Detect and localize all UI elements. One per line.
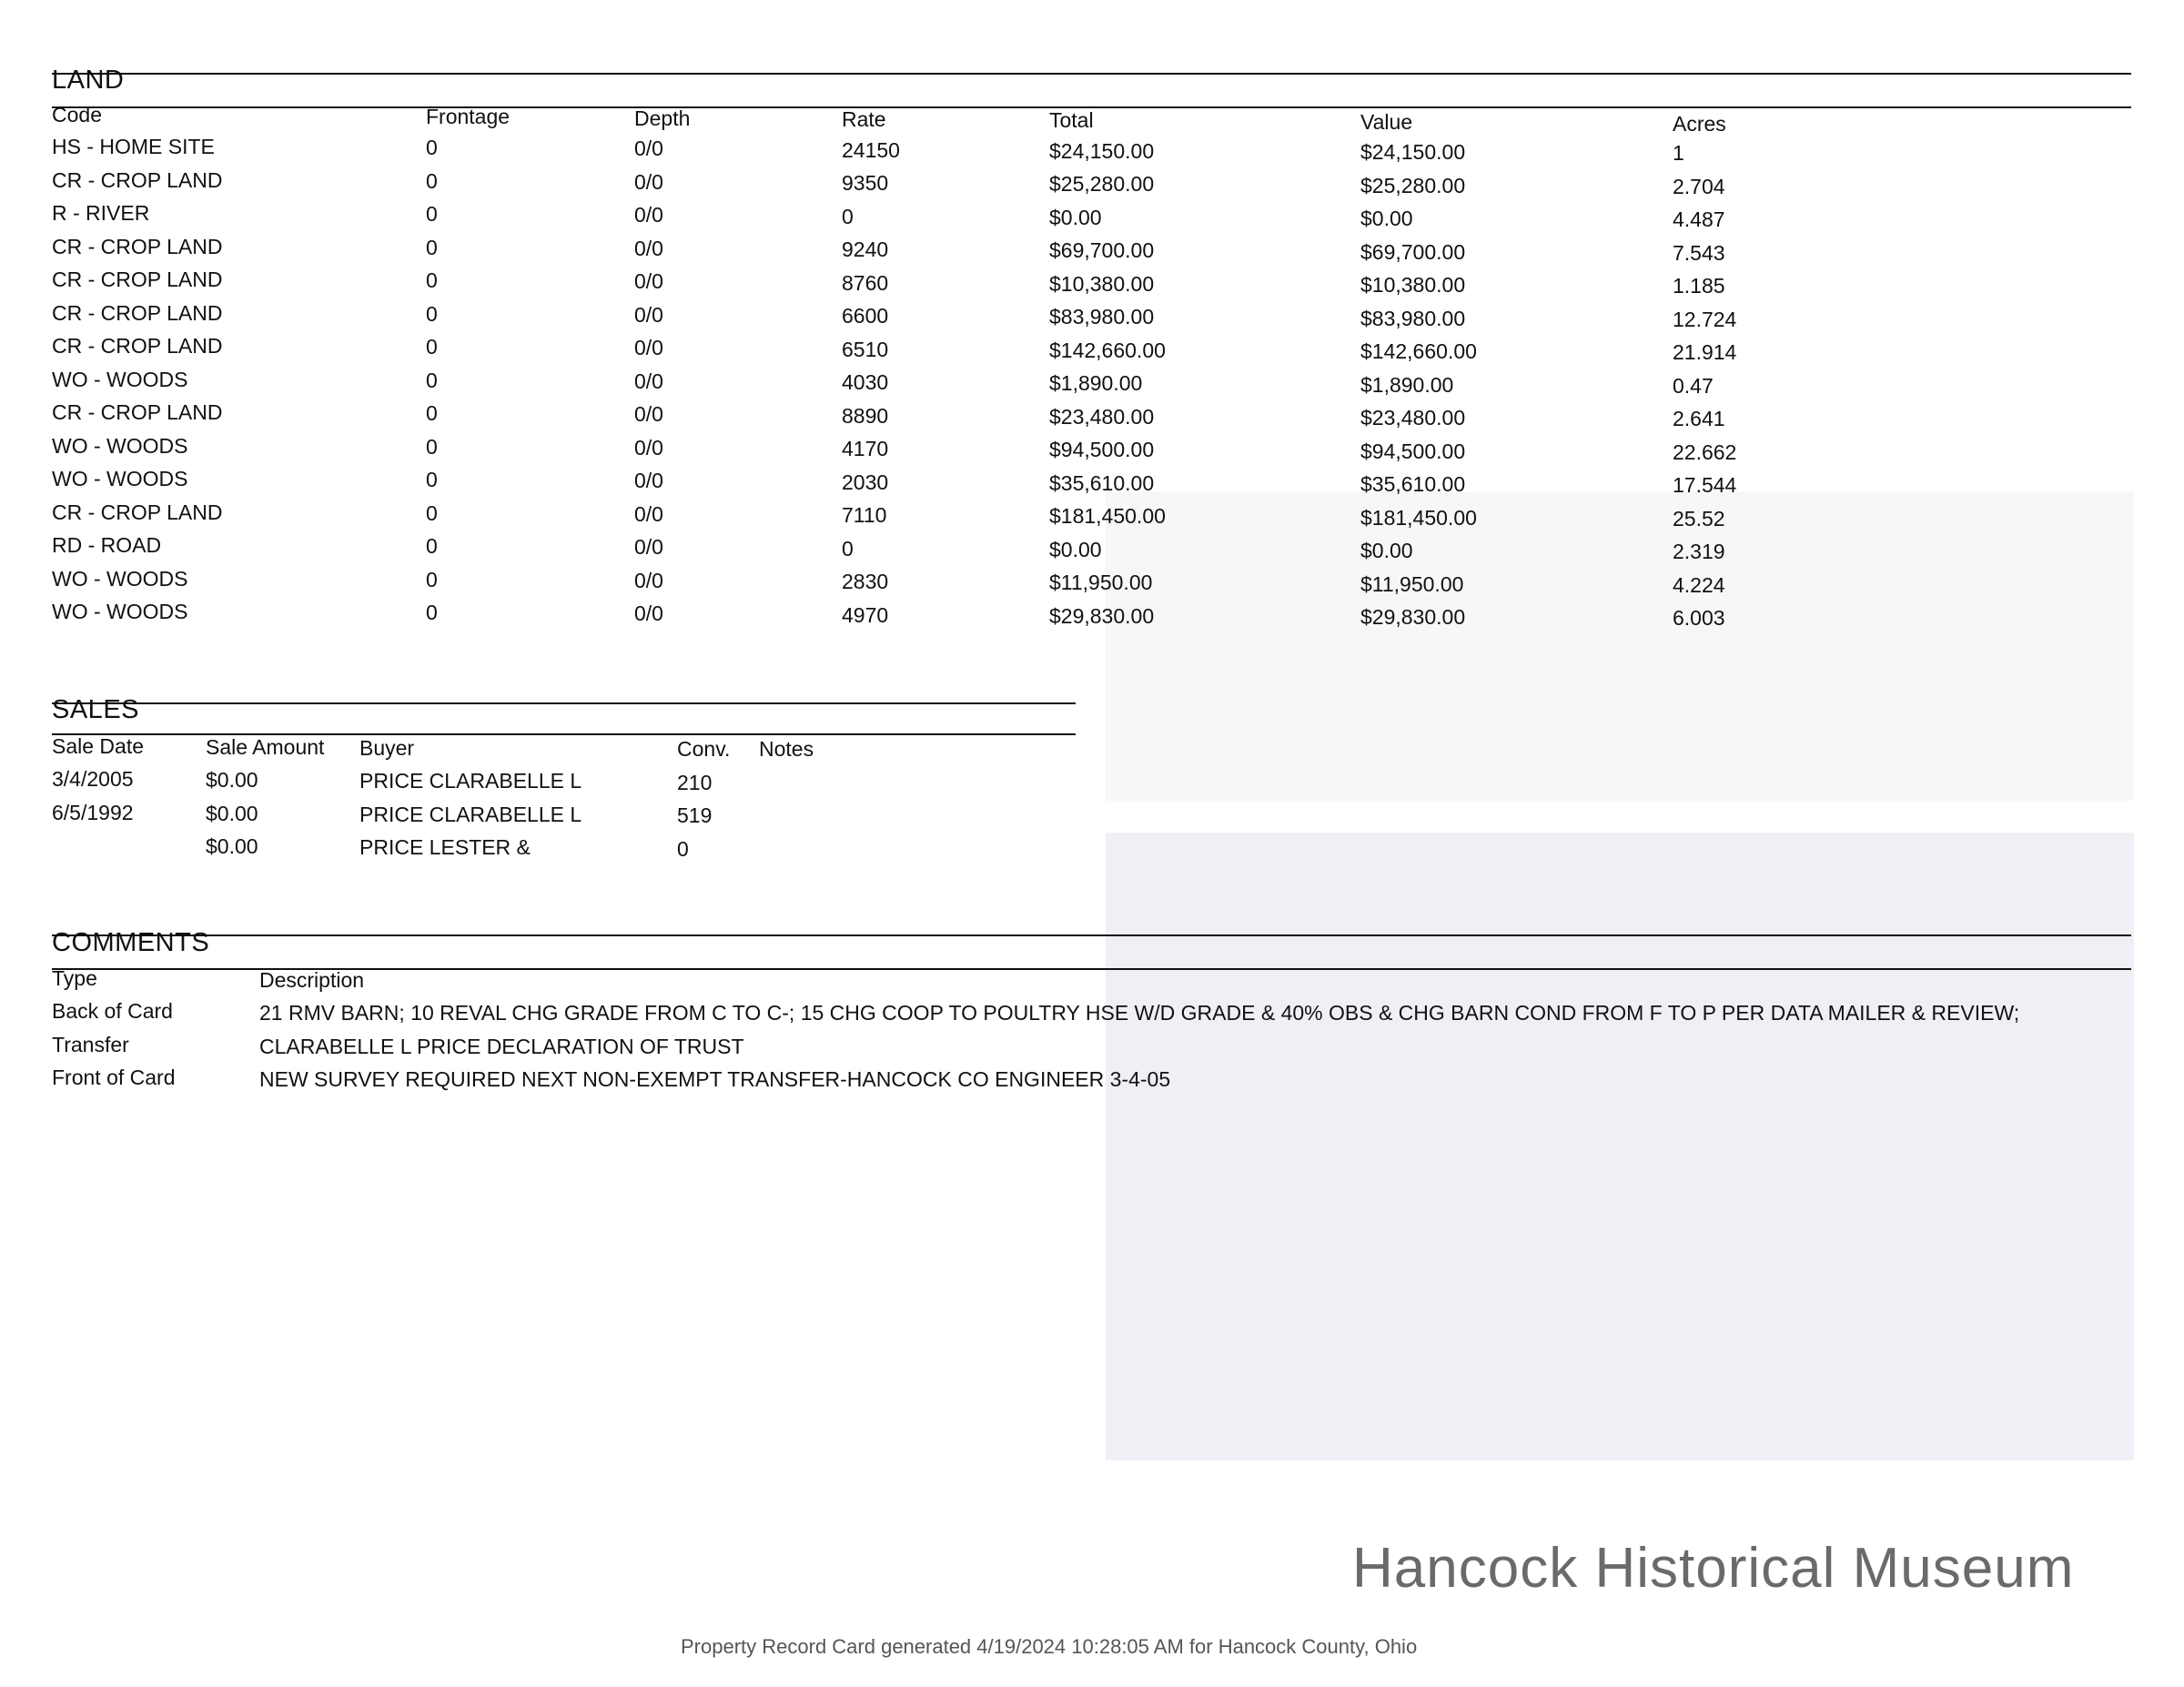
land-cell-acres: 21.914 — [1673, 340, 1737, 365]
land-cell-acres: 17.544 — [1673, 473, 1737, 498]
land-cell-frontage: 0 — [426, 601, 438, 625]
land-cell-code: WO - WOODS — [52, 367, 188, 391]
land-cell-acres: 2.704 — [1673, 174, 1725, 198]
land-cell-rate: 7110 — [842, 503, 887, 528]
sales-header-buyer: Buyer — [359, 736, 415, 760]
land-cell-total: $0.00 — [1049, 537, 1102, 561]
land-cell-code: CR - CROP LAND — [52, 300, 223, 325]
land-cell-acres: 1 — [1673, 141, 1684, 166]
land-header-depth: Depth — [634, 106, 691, 130]
land-cell-acres: 12.724 — [1673, 307, 1737, 331]
land-cell-depth: 0/0 — [634, 601, 663, 626]
land-cell-acres: 4.224 — [1673, 572, 1725, 597]
comment-cell-description: 21 RMV BARN; 10 REVAL CHG GRADE FROM C TO C-; 15 CHG COOP TO POULTRY HSE W/D GRADE & 40% OBS & CHG BARN COND FROM F TO P PER DATA MAILER & REVIEW; — [259, 1001, 2020, 1025]
comments-section-title: COMMENTS — [52, 928, 210, 957]
land-section-title: LAND — [52, 66, 125, 95]
comments-header-description: Description — [259, 968, 365, 992]
land-cell-value: $11,950.00 — [1360, 571, 1464, 596]
land-cell-depth: 0/0 — [634, 469, 663, 493]
land-cell-rate: 4170 — [842, 437, 889, 461]
land-cell-depth: 0/0 — [634, 136, 663, 161]
land-cell-value: $69,700.00 — [1360, 239, 1466, 264]
land-cell-total: $1,890.00 — [1049, 371, 1143, 396]
sales-cell-date: 3/4/2005 — [52, 767, 134, 791]
land-cell-frontage: 0 — [426, 301, 438, 326]
land-cell-total: $69,700.00 — [1049, 238, 1155, 263]
land-cell-code: CR - CROP LAND — [52, 400, 223, 424]
land-cell-acres: 1.185 — [1673, 274, 1725, 298]
land-cell-acres: 2.319 — [1673, 540, 1725, 564]
land-cell-depth: 0/0 — [634, 302, 663, 327]
land-cell-depth: 0/0 — [634, 269, 663, 294]
land-cell-rate: 0 — [842, 536, 854, 561]
land-cell-code: RD - ROAD — [52, 533, 162, 557]
sales-header-date: Sale Date — [52, 734, 145, 758]
land-header-frontage: Frontage — [426, 105, 511, 128]
land-cell-frontage: 0 — [426, 235, 438, 259]
land-header-value: Value — [1360, 110, 1413, 134]
land-cell-rate: 4030 — [842, 370, 889, 395]
land-cell-code: CR - CROP LAND — [52, 268, 223, 291]
land-cell-code: WO - WOODS — [52, 467, 188, 490]
land-cell-code: WO - WOODS — [52, 566, 188, 591]
land-cell-rate: 4970 — [842, 602, 889, 627]
land-cell-depth: 0/0 — [634, 369, 663, 393]
land-cell-frontage: 0 — [426, 401, 438, 426]
land-cell-depth: 0/0 — [634, 568, 663, 592]
land-cell-frontage: 0 — [426, 136, 438, 160]
land-cell-value: $1,890.00 — [1360, 372, 1454, 397]
sales-header-amount: Sale Amount — [206, 735, 325, 759]
land-cell-depth: 0/0 — [634, 336, 663, 360]
land-cell-depth: 0/0 — [634, 236, 663, 260]
land-cell-frontage: 0 — [426, 335, 438, 359]
sales-cell-buyer: PRICE CLARABELLE L — [359, 769, 582, 793]
land-cell-code: CR - CROP LAND — [52, 167, 223, 192]
land-cell-depth: 0/0 — [634, 402, 663, 427]
bleed-through-panel — [1106, 833, 2134, 1460]
sales-cell-amount: $0.00 — [206, 768, 258, 793]
land-cell-acres: 7.543 — [1673, 240, 1725, 265]
land-cell-total: $0.00 — [1049, 205, 1102, 229]
land-cell-value: $29,830.00 — [1360, 605, 1466, 629]
land-cell-depth: 0/0 — [634, 435, 663, 460]
comment-cell-description: NEW SURVEY REQUIRED NEXT NON-EXEMPT TRANSFER-HANCOCK CO ENGINEER 3-4-05 — [259, 1067, 1171, 1091]
land-cell-total: $11,950.00 — [1049, 571, 1153, 595]
comments-top-rule — [52, 934, 2131, 936]
land-cell-total: $181,450.00 — [1049, 504, 1166, 529]
sales-cell-buyer: PRICE LESTER & — [359, 835, 531, 860]
land-cell-frontage: 0 — [426, 500, 438, 525]
land-cell-acres: 22.662 — [1673, 439, 1737, 464]
sales-cell-conv: 0 — [677, 836, 689, 861]
comment-cell-description: CLARABELLE L PRICE DECLARATION OF TRUST — [259, 1034, 744, 1058]
land-cell-total: $24,150.00 — [1049, 138, 1155, 163]
land-top-rule — [52, 73, 2131, 75]
land-cell-value: $10,380.00 — [1360, 273, 1466, 297]
land-cell-acres: 4.487 — [1673, 207, 1725, 232]
comments-header-type: Type — [52, 966, 97, 990]
land-cell-rate: 6600 — [842, 304, 889, 328]
land-cell-acres: 2.641 — [1673, 407, 1725, 431]
land-cell-depth: 0/0 — [634, 169, 663, 194]
land-cell-code: HS - HOME SITE — [52, 135, 215, 158]
land-cell-value: $83,980.00 — [1360, 306, 1466, 330]
land-cell-rate: 2030 — [842, 470, 889, 494]
land-cell-value: $181,450.00 — [1360, 505, 1477, 530]
sales-cell-amount: $0.00 — [206, 834, 258, 859]
land-cell-frontage: 0 — [426, 268, 438, 293]
land-cell-depth: 0/0 — [634, 501, 663, 526]
land-header-total: Total — [1049, 108, 1094, 132]
land-cell-frontage: 0 — [426, 567, 438, 591]
land-cell-value: $0.00 — [1360, 207, 1413, 230]
sales-cell-amount: $0.00 — [206, 801, 258, 825]
land-cell-total: $25,280.00 — [1049, 172, 1155, 197]
land-cell-value: $24,150.00 — [1360, 140, 1466, 164]
sales-cell-conv: 210 — [677, 770, 713, 794]
land-cell-acres: 0.47 — [1673, 373, 1714, 398]
land-cell-rate: 8760 — [842, 270, 889, 295]
bleed-through-strip — [1106, 491, 2134, 801]
land-cell-frontage: 0 — [426, 202, 438, 227]
land-cell-code: WO - WOODS — [52, 600, 188, 623]
comment-cell-type: Front of Card — [52, 1066, 176, 1089]
museum-watermark: Hancock Historical Museum — [1352, 1537, 2075, 1600]
land-cell-value: $0.00 — [1360, 539, 1413, 562]
comment-cell-type: Transfer — [52, 1032, 129, 1056]
land-cell-depth: 0/0 — [634, 535, 663, 560]
land-cell-frontage: 0 — [426, 368, 438, 392]
land-cell-depth: 0/0 — [634, 203, 663, 227]
land-cell-rate: 0 — [842, 204, 854, 228]
land-cell-rate: 24150 — [842, 137, 900, 162]
land-cell-code: CR - CROP LAND — [52, 234, 223, 258]
land-cell-frontage: 0 — [426, 168, 438, 193]
land-header-acres: Acres — [1673, 112, 1726, 136]
land-cell-rate: 2830 — [842, 570, 889, 594]
land-cell-total: $29,830.00 — [1049, 603, 1155, 628]
land-cell-acres: 6.003 — [1673, 606, 1725, 631]
land-cell-value: $23,480.00 — [1360, 406, 1466, 429]
land-cell-frontage: 0 — [426, 468, 438, 492]
land-cell-rate: 6510 — [842, 337, 889, 361]
sales-top-rule — [52, 702, 1076, 704]
land-cell-code: CR - CROP LAND — [52, 500, 223, 524]
land-cell-frontage: 0 — [426, 534, 438, 559]
sales-cell-date: 6/5/1992 — [52, 800, 134, 824]
land-cell-rate: 8890 — [842, 403, 889, 428]
land-cell-total: $23,480.00 — [1049, 404, 1155, 429]
land-cell-rate: 9240 — [842, 237, 889, 262]
land-cell-code: R - RIVER — [52, 201, 150, 225]
comment-cell-type: Back of Card — [52, 999, 173, 1023]
land-cell-frontage: 0 — [426, 434, 438, 459]
generated-footer: Property Record Card generated 4/19/2024 10:28:05 AM for Hancock County, Ohio — [681, 1635, 1418, 1658]
land-header-rate: Rate — [842, 107, 886, 131]
land-cell-code: CR - CROP LAND — [52, 334, 223, 358]
sales-cell-buyer: PRICE CLARABELLE L — [359, 802, 582, 826]
sales-section-title: SALES — [52, 695, 139, 724]
land-cell-acres: 25.52 — [1673, 506, 1725, 530]
land-header-code: Code — [52, 103, 102, 126]
sales-header-notes: Notes — [759, 737, 814, 761]
land-cell-total: $10,380.00 — [1049, 271, 1155, 296]
land-cell-code: WO - WOODS — [52, 433, 188, 458]
land-cell-total: $142,660.00 — [1049, 338, 1166, 362]
land-cell-total: $94,500.00 — [1049, 438, 1155, 462]
land-cell-value: $142,660.00 — [1360, 339, 1477, 363]
sales-cell-conv: 519 — [677, 803, 713, 828]
land-cell-total: $35,610.00 — [1049, 470, 1155, 495]
land-cell-value: $94,500.00 — [1360, 439, 1466, 463]
land-cell-value: $25,280.00 — [1360, 173, 1466, 197]
land-cell-total: $83,980.00 — [1049, 305, 1155, 329]
land-cell-rate: 9350 — [842, 171, 889, 196]
sales-header-conv: Conv. — [677, 737, 731, 761]
land-cell-value: $35,610.00 — [1360, 472, 1466, 496]
